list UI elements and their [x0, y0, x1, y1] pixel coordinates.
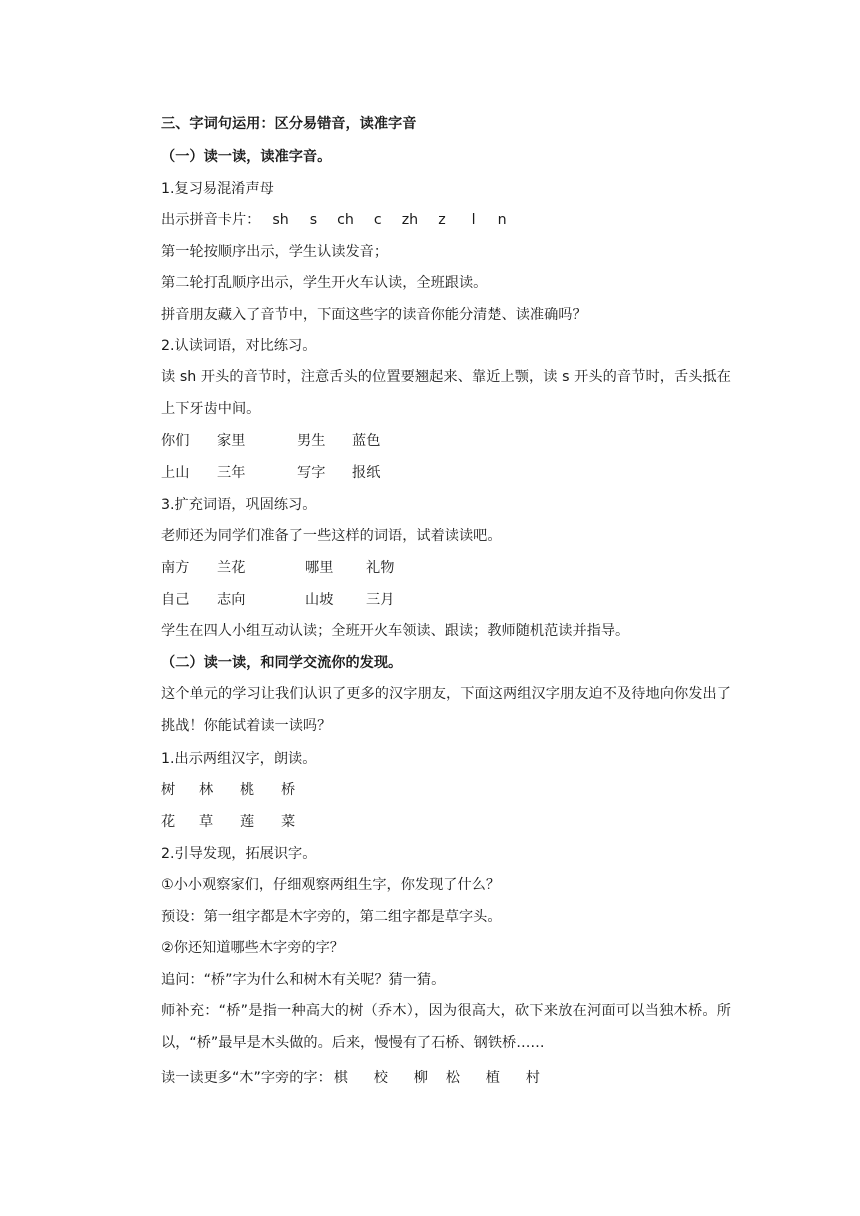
pinyin-cards-prefix: 出示拼音卡片： [161, 212, 261, 228]
char: 桃 [240, 782, 255, 798]
question-b: ②你还知道哪些木字旁的字？ [161, 940, 344, 956]
intro-paragraph [161, 679, 731, 742]
pinyin-card: s [309, 212, 318, 228]
task-2-title: 2.引导发现，拓展识字。 [161, 846, 317, 862]
word-row-2 [161, 463, 380, 483]
question-text: 拼音朋友藏入了音节中，下面这些字的读音你能分清楚、读准确吗？ [161, 307, 587, 323]
char: 校 [373, 1070, 388, 1086]
section-heading: 三、字词句运用：区分易错音，读准字音 [161, 116, 417, 132]
more-chars-line [161, 1068, 540, 1088]
pinyin-card: n [497, 212, 507, 228]
char: 菜 [281, 814, 296, 830]
pinyin-card: ch [337, 212, 354, 228]
word: 报纸 [352, 465, 381, 481]
word: 蓝色 [352, 433, 381, 449]
char: 松 [445, 1070, 460, 1086]
step-2-title: 2.认读词语，对比练习。 [161, 338, 317, 354]
pinyin-cards-line [161, 210, 507, 230]
char: 树 [161, 782, 176, 798]
char: 桥 [281, 782, 296, 798]
word: 上山 [161, 465, 190, 481]
intro-text: 这个单元的学习让我们认识了更多的汉字朋友，下面这两组汉字朋友迫不及待地向你发出了挑战！你能试着读一读吗？ [161, 686, 731, 734]
char: 花 [161, 814, 176, 830]
preset-text: 预设：第一组字都是木字旁的，第二组字都是草字头。 [161, 909, 502, 925]
word: 你们 [161, 433, 190, 449]
subsection-1-title: （一）读一读，读准字音。 [161, 149, 332, 165]
subsection-2-title: （二）读一读，和同学交流你的发现。 [161, 655, 403, 671]
word: 礼物 [366, 560, 395, 576]
word: 家里 [217, 433, 246, 449]
step-1-title: 1.复习易混淆声母 [161, 181, 274, 197]
pinyin-card: z [438, 212, 446, 228]
word-row-4 [161, 590, 394, 610]
pinyin-card: l [471, 212, 476, 228]
char: 植 [485, 1070, 500, 1086]
word: 山坡 [305, 592, 334, 608]
char: 草 [199, 814, 214, 830]
task-1-title: 1.出示两组汉字，朗读。 [161, 751, 317, 767]
char-row-1 [161, 780, 295, 800]
word: 南方 [161, 560, 190, 576]
char-row-2 [161, 812, 295, 832]
char: 棋 [333, 1070, 348, 1086]
round-1-text: 第一轮按顺序出示，学生认读发音； [161, 244, 389, 260]
char: 莲 [240, 814, 255, 830]
pinyin-card: zh [401, 212, 419, 228]
more-chars-prefix: 读一读更多“木”字旁的字： [161, 1070, 332, 1086]
word-row-3 [161, 558, 394, 578]
word: 自己 [161, 592, 190, 608]
word: 志向 [217, 592, 246, 608]
teacher-words-text: 老师还为同学们准备了一些这样的词语，试着读读吧。 [161, 528, 502, 544]
word: 兰花 [217, 560, 246, 576]
supplement-paragraph: 师补充：“桥”是指一种高大的树（乔木），因为很高大，砍下来放在河面可以当独木桥。所以，“桥”最早是木头做的。后来，慢慢有了石桥、钢铁桥…… [161, 1003, 731, 1051]
word: 男生 [297, 433, 326, 449]
pinyin-card: sh [272, 212, 289, 228]
question-a: ①小小观察家们，仔细观察两组生字，你发现了什么？ [161, 877, 501, 893]
group-read-text: 学生在四人小组互动认读；全班开火车领读、跟读；教师随机范读并指导。 [161, 623, 630, 639]
followup-text: 追问：“桥”字为什么和树木有关呢？猜一猜。 [161, 972, 446, 988]
pinyin-card: c [373, 212, 382, 228]
char: 林 [199, 782, 214, 798]
word-row-1 [161, 431, 380, 451]
char: 柳 [413, 1070, 428, 1086]
word: 三月 [366, 592, 395, 608]
word: 三年 [217, 465, 246, 481]
word: 写字 [297, 465, 326, 481]
pronunciation-tip: 读 sh 开头的音节时，注意舌头的位置要翘起来、靠近上颚，读 s 开头的音节时，舌头抵在上下牙齿中间。 [161, 369, 731, 417]
step-3-title: 3.扩充词语，巩固练习。 [161, 497, 317, 513]
char: 村 [525, 1070, 540, 1086]
round-2-text: 第二轮打乱顺序出示，学生开火车认读，全班跟读。 [161, 275, 488, 291]
word: 哪里 [305, 560, 334, 576]
